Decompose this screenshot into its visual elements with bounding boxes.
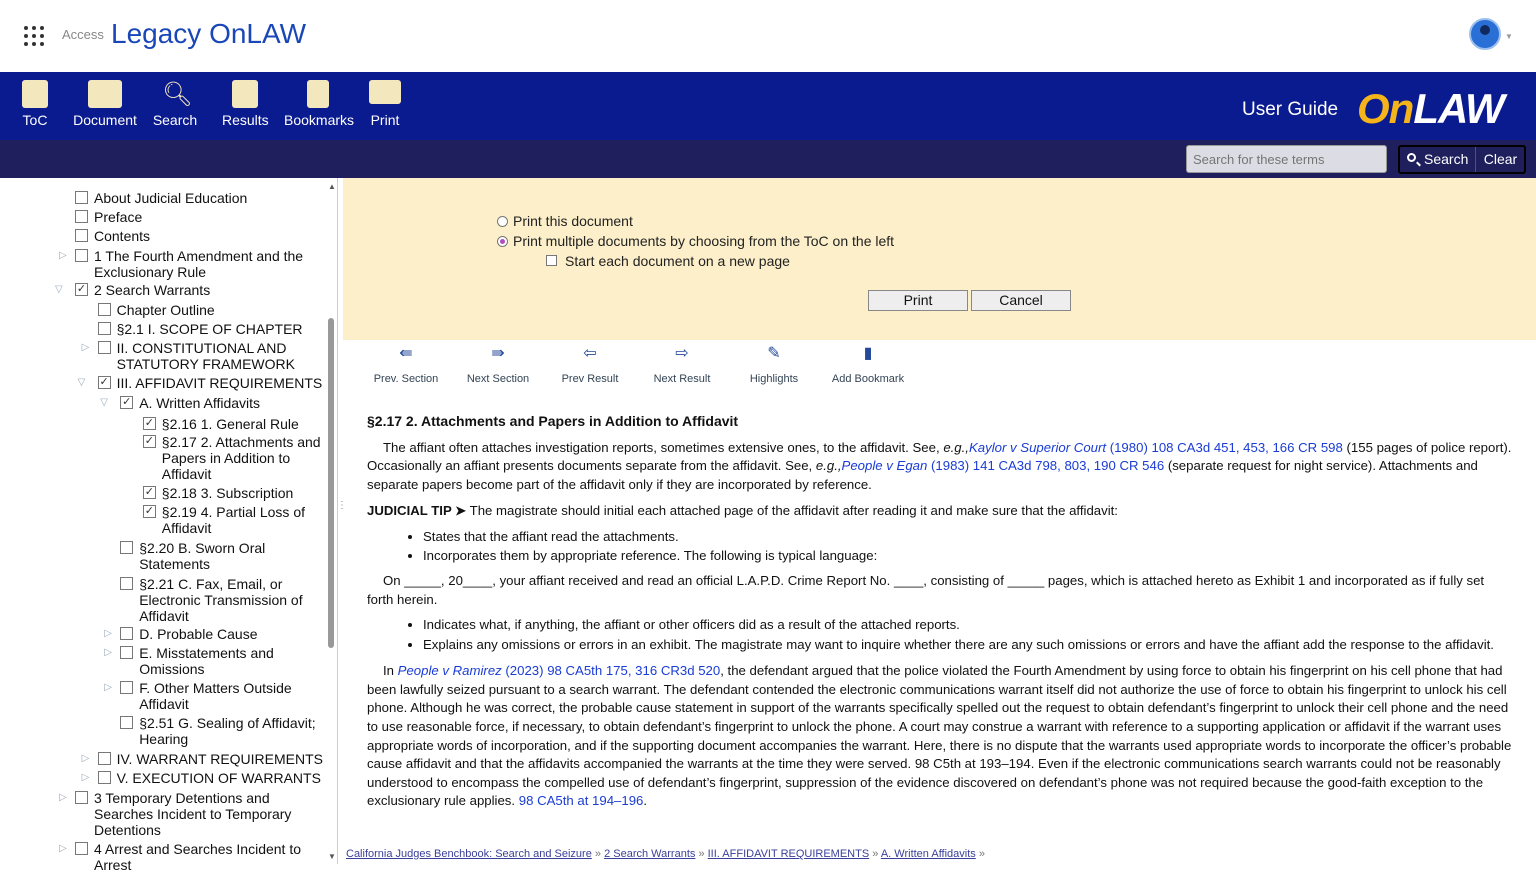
list-item: • Indicates what, if anything, the affiant or other officers did as a result of the attached reports. [423, 615, 1512, 635]
toc-checkbox[interactable] [75, 229, 88, 242]
expand-icon[interactable]: ▷ [59, 792, 67, 803]
list-item: • Explains any omissions or errors in an exhibit. The magistrate may want to inquire whether there are any such omissions or errors and have the affiant add the response to the affidavit. [423, 635, 1512, 655]
toc-icon [22, 80, 48, 108]
bookmarks-button[interactable] [284, 80, 355, 128]
toc-sidebar [0, 178, 338, 873]
apps-grid-icon[interactable] [24, 26, 44, 46]
toc-item-label: E. Misstatements and Omissions [139, 645, 274, 677]
breadcrumb-link[interactable]: A. Written Affidavits [880, 848, 976, 860]
case-link[interactable]: 98 CA5th at 194–196 [518, 793, 644, 809]
toc-checkbox[interactable] [98, 341, 111, 354]
opt1-label: Print this document [513, 213, 633, 229]
collapse-icon[interactable]: ▽ [55, 284, 63, 295]
toc-button[interactable] [18, 80, 52, 128]
search-label: Search [152, 112, 198, 128]
prev-result-label: Prev Result [561, 373, 619, 385]
results-button[interactable] [222, 80, 268, 128]
toc-checkbox[interactable] [98, 322, 111, 335]
toc-item-label: II. CONSTITUTIONAL AND STATUTORY FRAMEWORK [116, 340, 295, 372]
toc-item-label: Contents [94, 228, 151, 244]
print-this-option[interactable] [497, 213, 633, 229]
toc-label: ToC [22, 112, 48, 128]
toc-item-label: 1 The Fourth Amendment and the Exclusionary Rule [94, 248, 304, 280]
toc-checkbox[interactable] [120, 577, 133, 590]
chevron-down-icon[interactable]: ▼ [1505, 32, 1513, 41]
form-language: On _____, 20____, your affiant received and read an official L.A.P.D. Crime Report No. ____, consisting of _____ pages, which is attached hereto as Exhibit 1 and incorporated as if fully set forth herein. [367, 572, 1485, 607]
next-result-label: Next Result [653, 373, 711, 385]
toc-checkbox[interactable]: ✓ [144, 417, 154, 429]
toc-item-label: §2.17 2. Attachments and Papers in Addition to Affidavit [161, 434, 321, 482]
toc-checkbox[interactable]: ✓ [76, 283, 87, 295]
add-bookmark-button[interactable] [829, 345, 907, 385]
toc-item-label: §2.18 3. Subscription [161, 485, 294, 501]
case-link[interactable]: People v Ramirez (2023) 98 CA5th 175, 316 CR3d 520 [397, 663, 721, 679]
resize-handle[interactable]: ⋮ [337, 500, 347, 511]
toc-checkbox[interactable] [75, 842, 88, 855]
expand-icon[interactable]: ▷ [104, 628, 112, 639]
brand-title[interactable]: Legacy OnLAW [111, 18, 307, 49]
highlighter-icon: ✎ [767, 345, 781, 362]
toc-checkbox[interactable] [75, 191, 88, 204]
toc-checkbox[interactable] [98, 771, 111, 784]
book-icon [88, 80, 122, 108]
toc-checkbox[interactable] [75, 791, 88, 804]
expand-icon[interactable]: ▷ [59, 843, 67, 854]
breadcrumb-link[interactable]: 2 Search Warrants [604, 848, 696, 860]
judicial-tip: JUDICIAL TIP ➤ The magistrate should initial each attached page of the affidavit after reading it and make sure that the affidavit: [367, 503, 1118, 519]
toc-checkbox[interactable] [120, 646, 133, 659]
radio-print-multiple[interactable] [497, 236, 508, 247]
toc-checkbox[interactable] [75, 210, 88, 223]
toc-item-label: F. Other Matters Outside Affidavit [139, 680, 292, 712]
paragraph: The affiant often attaches investigation reports, sometimes extensive ones, to the affidavit. See, e.g.,Kaylor v Superior Court (1980) 108 CA3d 451, 453, 166 CR 598 (155 pages of police report). Occasionally an affiant presents documents separate from the affidavit. See, e.g.,People v Egan (1983) 141 CA3d 798, 803, 190 CR 546 (separate request for night service). Attachments and separate papers become part of the affidavit only if they are incorporated by reference. [367, 439, 1512, 492]
expand-icon[interactable]: ▷ [81, 753, 90, 764]
toc-item-label: 2 Search Warrants [94, 282, 211, 298]
toc-item-label: §2.20 B. Sworn Oral Statements [139, 540, 266, 572]
toc-item-label: §2.51 G. Sealing of Affidavit; Hearing [139, 715, 316, 747]
top-header [0, 0, 1536, 72]
highlights-button[interactable] [744, 345, 804, 385]
results-label: Results [222, 112, 269, 128]
toc-item-label: §2.21 C. Fax, Email, or Electronic Transmission of Affidavit [139, 576, 303, 624]
toc-item-label: Preface [94, 209, 143, 225]
collapse-icon[interactable]: ▽ [100, 397, 108, 408]
toc-item-label: D. Probable Cause [139, 626, 258, 642]
highlights-label: Highlights [749, 373, 799, 385]
user-guide-link[interactable]: User Guide [1242, 99, 1339, 120]
toc-checkbox[interactable] [120, 541, 133, 554]
case-link[interactable]: Kaylor v Superior Court (1980) 108 CA3d 451, 453, 166 CR 598 [968, 439, 1343, 455]
bullet-list [367, 615, 1512, 654]
toc-item-label: A. Written Affidavits [139, 395, 261, 411]
breadcrumb: California Judges Benchbook: Search and Seizure » 2 Search Warrants » III. AFFIDAVIT REQUIREMENTS » A. Written Affidavits » [346, 848, 985, 860]
prev-section-icon: ⇚ [399, 345, 413, 362]
expand-icon[interactable]: ▷ [81, 342, 90, 353]
toc-checkbox[interactable]: ✓ [99, 376, 109, 388]
next-result-icon: ⇨ [675, 345, 689, 362]
magnifier-icon: 🔍︎ [162, 81, 193, 108]
prev-result-icon: ⇦ [583, 345, 597, 362]
next-section-label: Next Section [466, 373, 530, 385]
prev-section-button[interactable] [371, 345, 441, 385]
onlaw-logo [1357, 85, 1504, 133]
radio-print-this[interactable] [497, 216, 508, 227]
printer-icon [369, 80, 401, 104]
bookmarks-label: Bookmarks [284, 112, 355, 128]
expand-icon[interactable]: ▷ [81, 772, 90, 783]
toc-item-label: About Judicial Education [94, 190, 248, 206]
breadcrumb-link[interactable]: California Judges Benchbook: Search and Seizure [346, 848, 592, 860]
main-toolbar [0, 72, 1536, 140]
toc-item-label: III. AFFIDAVIT REQUIREMENTS [116, 375, 323, 391]
bullet-list [367, 527, 1512, 566]
toc-checkbox[interactable]: ✓ [144, 435, 154, 447]
toc-checkbox[interactable] [98, 752, 111, 765]
search-input[interactable] [1186, 145, 1387, 173]
clear-button[interactable]: Clear [1483, 151, 1518, 167]
toc-item-label: V. EXECUTION OF WARRANTS [116, 770, 321, 786]
toc-checkbox[interactable]: ✓ [144, 505, 154, 517]
toc-item-label: §2.19 4. Partial Loss of Affidavit [161, 504, 305, 536]
print-button[interactable]: Print [868, 290, 968, 311]
toc-item-label: 3 Temporary Detentions and Searches Incident to Temporary Detentions [94, 790, 292, 838]
print-label: Print [370, 112, 400, 128]
magnifier-icon [1407, 153, 1416, 162]
logo-on: On [1357, 85, 1414, 132]
toc-checkbox[interactable] [120, 681, 133, 694]
print-toolbar-button[interactable] [368, 80, 402, 128]
toc-checkbox[interactable] [120, 627, 133, 640]
paragraph: In People v Ramirez (2023) 98 CA5th 175, 316 CR3d 520, the defendant argued that the police violated the Fourth Amendment by using force to obtain his fingerprint on his cell phone that had been lawfully seized pursuant to a search warrant. The defendant contended the electronic communications warrant itself did not authorize the use of force to obtain his fingerprint to unlock his cell phone. Although he was correct, the probable cause statement in support of the warrants specifically spelled out the request to obtain defendant’s fingerprint to unlock their cell phone and the need to use reasonable force, if necessary, to obtain defendant’s fingerprint to unlock the phone. A court may construe a warrant with reference to a supporting application or affidavit if the warrant uses appropriate words of incorporation, and if the supporting document accompanies the warrant. Here, there is no dispute that the warrants used appropriate words to incorporate the officer’s probable cause affidavit and that the affidavits accompanied the warrants at the time they were served. 98 C5th at 193–194. Even if the electronic communications search warrants could not be reasonably understood to encompass the compelled use of defendant’s fingerprint, suppression of the evidence discovered on defendant’s phone was not required because the good-faith exception to the exclusionary rule applies. 98 CA5th at 194–196. [367, 663, 1512, 809]
access-label: Access [62, 27, 104, 42]
logo-law: LAW [1413, 85, 1504, 132]
search-button-group [1398, 145, 1526, 174]
checkbox-new-page[interactable] [546, 255, 557, 266]
results-icon [232, 80, 258, 108]
document-button[interactable] [72, 80, 138, 128]
next-result-button[interactable] [648, 345, 716, 385]
next-section-icon: ⇛ [491, 345, 505, 362]
new-page-option[interactable] [546, 253, 790, 269]
collapse-icon[interactable]: ▽ [77, 377, 86, 388]
case-link[interactable]: People v Egan (1983) 141 CA3d 798, 803, 190 CR 546 [841, 458, 1165, 474]
bookmark-icon [307, 80, 329, 108]
toc-checkbox[interactable]: ✓ [144, 486, 154, 498]
next-section-button[interactable] [463, 345, 533, 385]
bookmark-add-icon: ▮ [863, 345, 873, 362]
user-avatar-icon[interactable] [1469, 18, 1501, 50]
toc-checkbox[interactable] [98, 303, 111, 316]
toc-item-label: §2.1 I. SCOPE OF CHAPTER [116, 321, 303, 337]
breadcrumb-link[interactable]: III. AFFIDAVIT REQUIREMENTS [707, 848, 870, 860]
search-toolbar-button[interactable] [152, 80, 198, 128]
expand-icon[interactable]: ▷ [59, 250, 67, 261]
print-panel [343, 178, 1536, 340]
sidebar-scrollbar[interactable] [328, 318, 334, 648]
prev-result-button[interactable] [556, 345, 624, 385]
document-content [367, 412, 1512, 811]
expand-icon[interactable]: ▷ [104, 682, 112, 693]
list-item: • Incorporates them by appropriate reference. The following is typical language: [423, 546, 1512, 566]
prev-section-label: Prev. Section [373, 373, 439, 385]
scroll-down-icon[interactable]: ▼ [328, 852, 336, 861]
document-label: Document [73, 112, 137, 128]
opt2-label: Print multiple documents by choosing from the ToC on the left [513, 233, 895, 249]
search-button-label: Search [1424, 151, 1469, 167]
cancel-button[interactable]: Cancel [971, 290, 1071, 311]
toc-checkbox[interactable]: ✓ [122, 396, 132, 408]
toc-item-label: Chapter Outline [116, 302, 215, 318]
search-button[interactable] [1400, 147, 1476, 172]
toc-checkbox[interactable] [120, 716, 133, 729]
toc-item-label: 4 Arrest and Searches Incident to Arrest [94, 841, 302, 873]
list-item: • States that the affiant read the attachments. [423, 527, 1512, 547]
section-title: §2.17 2. Attachments and Papers in Addition to Affidavit [367, 413, 739, 429]
opt3-label: Start each document on a new page [565, 253, 790, 269]
print-multiple-option[interactable] [497, 233, 894, 249]
toc-item-label: IV. WARRANT REQUIREMENTS [116, 751, 323, 767]
toc-item-label: §2.16 1. General Rule [161, 416, 299, 432]
toc-checkbox[interactable] [75, 249, 88, 262]
scroll-up-icon[interactable]: ▲ [328, 182, 336, 191]
expand-icon[interactable]: ▷ [104, 647, 112, 658]
add-bookmark-label: Add Bookmark [831, 373, 905, 385]
